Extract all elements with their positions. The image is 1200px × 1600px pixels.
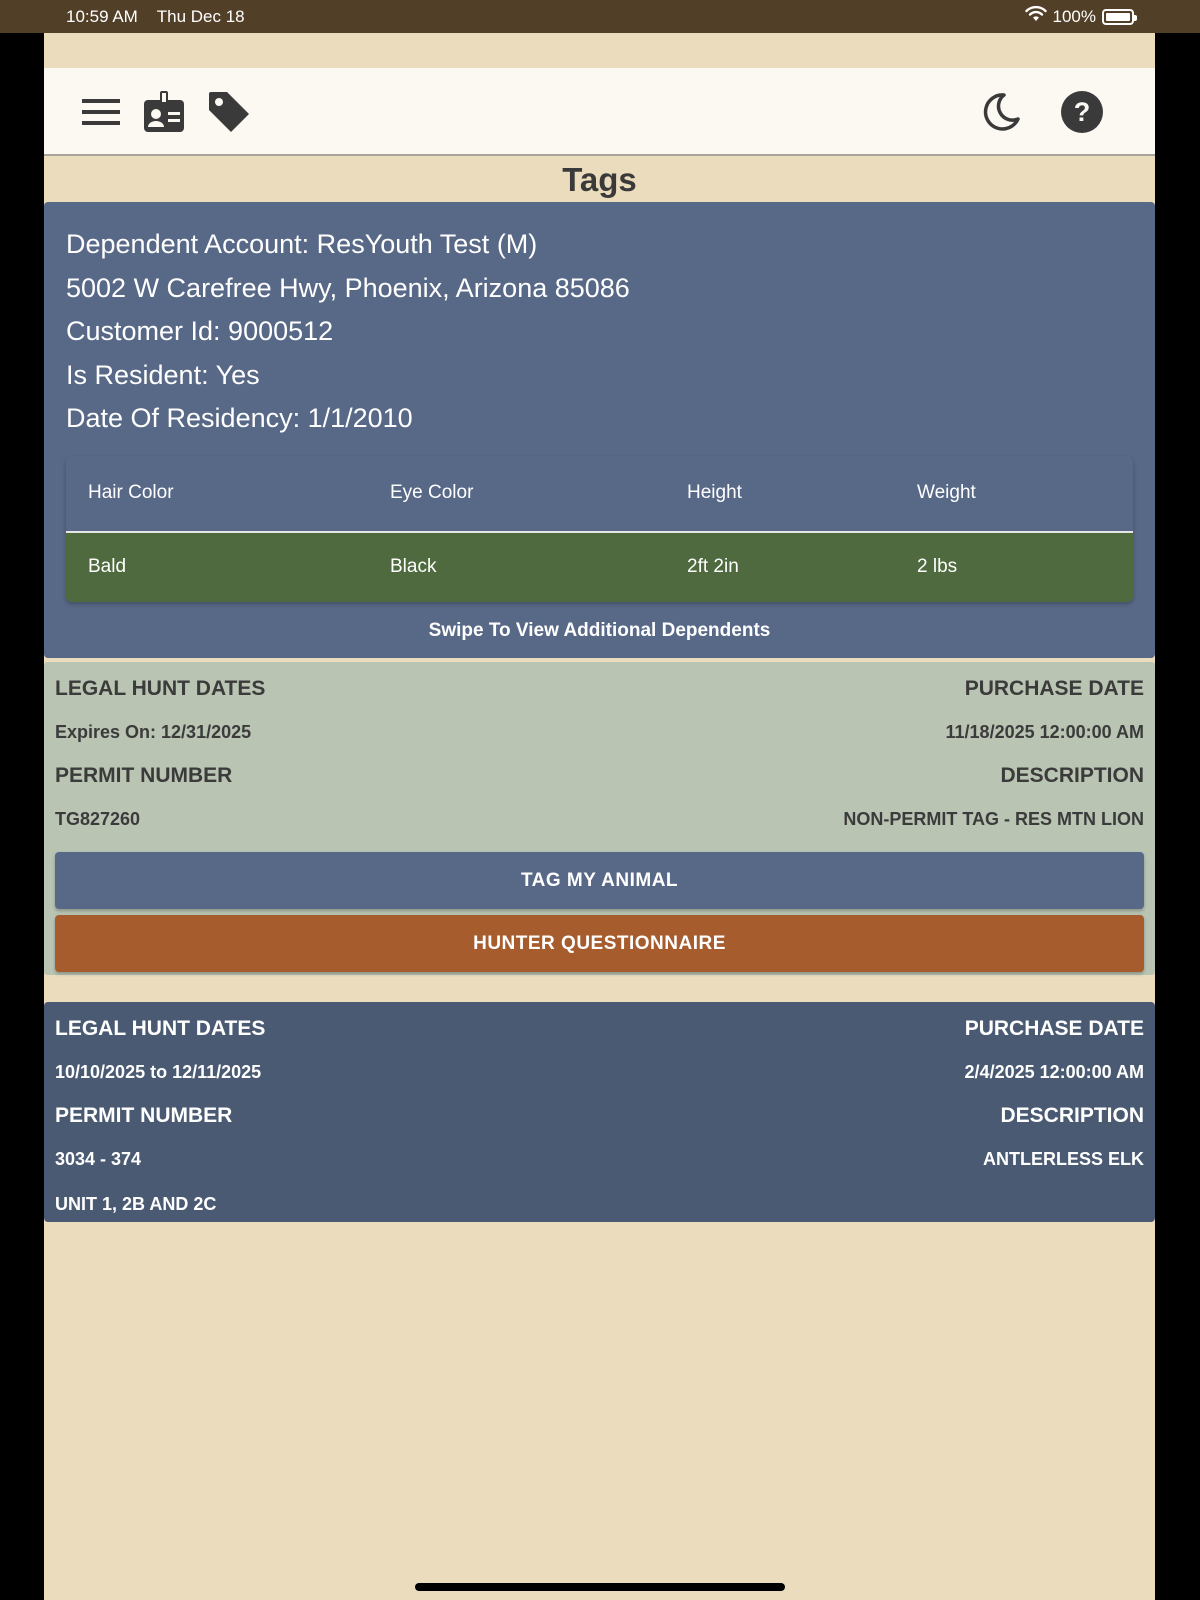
status-time [66, 7, 245, 27]
swipe-hint: Swipe To View Additional Dependents [428, 619, 771, 641]
menu-icon[interactable] [79, 90, 123, 134]
dependent-card[interactable] [44, 202, 1155, 658]
svg-text:?: ? [1073, 97, 1091, 127]
description-value: NON-PERMIT TAG - RES MTN LION [843, 808, 1144, 829]
status-right [1025, 6, 1134, 27]
description-label: DESCRIPTION [1000, 763, 1144, 787]
battery-icon [1102, 9, 1134, 25]
description-value: ANTLERLESS ELK [982, 1148, 1144, 1169]
tag-header-row [55, 1099, 1144, 1132]
clock-time: 10:59 AM [66, 7, 138, 26]
header-hair-color: Hair Color [88, 482, 174, 503]
cell-weight: 2 lbs [917, 556, 958, 577]
legal-hunt-dates-label: LEGAL HUNT DATES [55, 676, 266, 700]
legal-hunt-dates-value: 10/10/2025 to 12/11/2025 [55, 1061, 262, 1082]
hunt-units-value: UNIT 1, 2B AND 2C [55, 1193, 217, 1214]
tag-value-row [55, 792, 1144, 846]
home-indicator[interactable] [415, 1583, 785, 1591]
tag-value-row [55, 1132, 1144, 1186]
battery-percent: 100% [1052, 6, 1096, 26]
description-label: DESCRIPTION [1000, 1103, 1144, 1127]
hunt-units [55, 1186, 1144, 1222]
dependent-address: 5002 W Carefree Hwy, Phoenix, Arizona 85086 [66, 272, 630, 303]
tag-header-row [55, 759, 1144, 792]
tag-header-row [55, 672, 1144, 705]
table-row [66, 533, 1133, 602]
purchase-date-value: 2/4/2025 12:00:00 AM [964, 1061, 1144, 1082]
clock-date: Thu Dec 18 [156, 7, 245, 26]
tag-card[interactable] [44, 1002, 1155, 1222]
tag-my-animal-button[interactable]: TAG MY ANIMAL [55, 852, 1144, 909]
tag-icon[interactable] [207, 90, 251, 134]
moon-icon[interactable] [978, 90, 1022, 134]
app-frame [44, 33, 1155, 1600]
legal-hunt-dates-value: Expires On: 12/31/2025 [55, 721, 252, 742]
tag-header-row [55, 1012, 1144, 1045]
toolbar [44, 68, 1155, 156]
page-title: Tags [562, 161, 637, 198]
permit-number-value: 3034 - 374 [55, 1148, 142, 1169]
permit-number-label: PERMIT NUMBER [55, 763, 233, 787]
header-eye-color: Eye Color [390, 482, 474, 503]
id-badge-icon[interactable] [142, 90, 186, 134]
tag-card [44, 662, 1155, 975]
purchase-date-label: PURCHASE DATE [964, 676, 1144, 700]
purchase-date-value: 11/18/2025 12:00:00 AM [945, 721, 1144, 742]
header-weight: Weight [917, 482, 976, 503]
customer-id: Customer Id: 9000512 [66, 316, 334, 346]
dependent-traits-table [66, 456, 1133, 602]
status-bar [0, 0, 1200, 33]
hunter-questionnaire-button[interactable]: HUNTER QUESTIONNAIRE [55, 915, 1144, 972]
purchase-date-label: PURCHASE DATE [964, 1016, 1144, 1040]
wifi-icon [1025, 6, 1047, 27]
permit-number-value: TG827260 [55, 808, 141, 829]
dependent-account: Dependent Account: ResYouth Test (M) [66, 229, 538, 259]
residency-date: Date Of Residency: 1/1/2010 [66, 403, 413, 433]
legal-hunt-dates-label: LEGAL HUNT DATES [55, 1016, 266, 1040]
table-header [66, 456, 1133, 533]
top-band [44, 33, 1155, 68]
cell-eye-color: Black [390, 556, 437, 577]
cell-height: 2ft 2in [687, 556, 739, 577]
is-resident: Is Resident: Yes [66, 359, 260, 390]
tag-value-row [55, 705, 1144, 759]
header-height: Height [687, 482, 742, 503]
cell-hair-color: Bald [88, 556, 127, 577]
help-icon[interactable] [1060, 90, 1104, 134]
permit-number-label: PERMIT NUMBER [55, 1103, 233, 1127]
tag-value-row [55, 1045, 1144, 1099]
